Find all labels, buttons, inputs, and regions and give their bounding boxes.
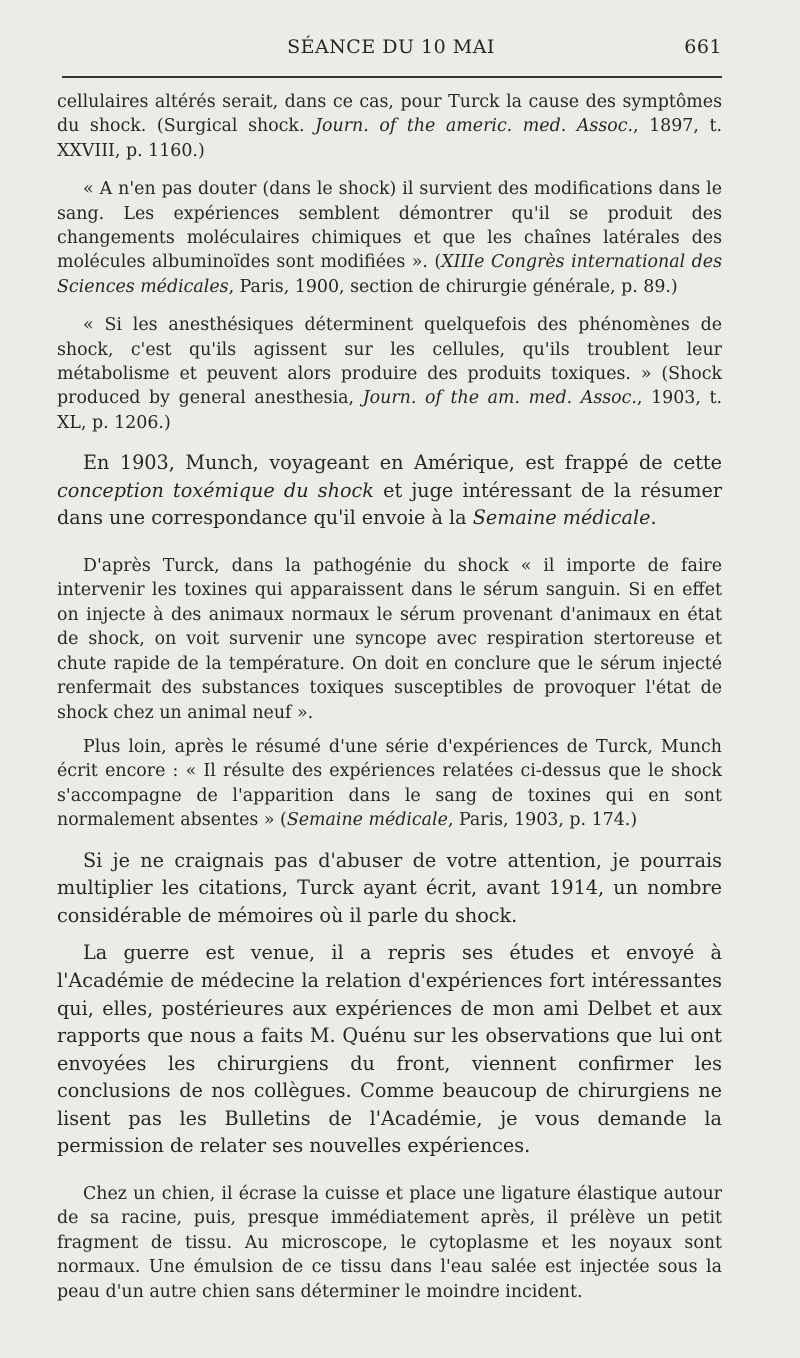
- paragraph-6: [57, 735, 722, 833]
- paragraph-5: D'après Turck, dans la pathogénie du shock « il importe de faire intervenir les toxines qui apparaissent dans le sérum sanguin. Si en effet on injecte à des animaux normaux le sérum provenant d'animaux en état de shock, on voit survenir une syncope avec respiration stertoreuse et chute rapide de la température. On doit en conclure que le sérum injecté renfermait des substances toxiques susceptibles de provoquer l'état de shock chez un animal neuf ».: [57, 556, 722, 723]
- citation-congress: XIIIe Congrès international des Sciences médicales: [57, 252, 722, 297]
- text-run: .: [650, 506, 657, 530]
- header-rule: [62, 76, 722, 78]
- citation-journal: Journ. of the am. med. Assoc.: [362, 388, 637, 409]
- text-run: Plus loin, après le résumé d'une série d'expériences de Turck, Munch écrit encore : « Il résulte des expériences relatées ci-dessus que le shock s'accompagne de l'apparition dans le sang de toxines qui en sont normalement absentes » (: [57, 736, 722, 831]
- citation-journal: Semaine médicale: [286, 810, 448, 831]
- emphasis-text: conception toxémique du shock: [57, 478, 374, 502]
- paragraph-4: [57, 449, 722, 532]
- body-text: [57, 90, 722, 1304]
- text-run: En 1903, Munch, voyageant en Amérique, est frappé de cette: [83, 451, 722, 475]
- page-number: 661: [684, 36, 722, 58]
- paragraph-7: Si je ne craignais pas d'abuser de votre attention, je pourrais multiplier les citations, Turck ayant écrit, avant 1914, un nombre considérable de mémoires où il parle du shock.: [57, 848, 722, 927]
- text-run: « A n'en pas douter (dans le shock) il survient des modifications dans le sang. Les expériences semblent démontrer qu'il se produit des changements moléculaires chimiques et que les chaînes latérales des molécules albuminoïdes sont modifiées ». (: [57, 179, 722, 273]
- paragraph-2: [57, 177, 722, 299]
- text-run: , 1903, t. XL, p. 1206.): [57, 388, 722, 433]
- paragraph-3: [57, 313, 722, 435]
- paragraph-9: Chez un chien, il écrase la cuisse et place une ligature élastique autour de sa racine, puis, presque immédiatement après, il prélève un petit fragment de tissu. Au microscope, le cytoplasme et les noyaux sont normaux. Une émulsion de ce tissu dans l'eau salée est injectée sous la peau d'un autre chien sans déterminer le moindre incident.: [57, 1184, 722, 1302]
- paragraph-8: La guerre est venue, il a repris ses études et envoyé à l'Académie de médecine la relation d'expériences fort intéressantes qui, elles, postérieures aux expériences de mon ami Delbet et aux rapports que nous a faits M. Quénu sur les observations que lui ont envoyées les chirurgiens du front, viennent confirmer les conclusions de nos collègues. Comme beaucoup de chirurgiens ne lisent pas les Bulletins de l'Académie, je vous demande la permission de relater ses nouvelles expériences.: [57, 941, 722, 1158]
- text-run: , Paris, 1903, p. 174.): [447, 810, 638, 831]
- text-run: et juge intéressant de la résumer dans une correspondance qu'il envoie à la: [57, 478, 722, 530]
- paragraph-1: [57, 90, 722, 163]
- citation-journal: Journ. of the americ. med. Assoc.: [315, 116, 633, 137]
- page-header: [60, 32, 722, 62]
- running-title: SÉANCE DU 10 MAI: [287, 36, 495, 58]
- text-run: , 1897, t. XXVIII, p. 1160.): [57, 116, 722, 161]
- text-run: « Si les anesthésiques déterminent quelquefois des phénomènes de shock, c'est qu'ils agissent sur les cellules, qu'ils troublent leur métabolisme et peuvent alors produire des produits toxiques. » (Shock produced by general anesthesia,: [57, 315, 722, 409]
- citation-journal: Semaine médicale: [472, 506, 651, 530]
- text-run: cellulaires altérés serait, dans ce cas, pour Turck la cause des symptômes du shock. (Surgical shock.: [57, 92, 722, 137]
- text-run: , Paris, 1900, section de chirurgie générale, p. 89.): [228, 276, 678, 297]
